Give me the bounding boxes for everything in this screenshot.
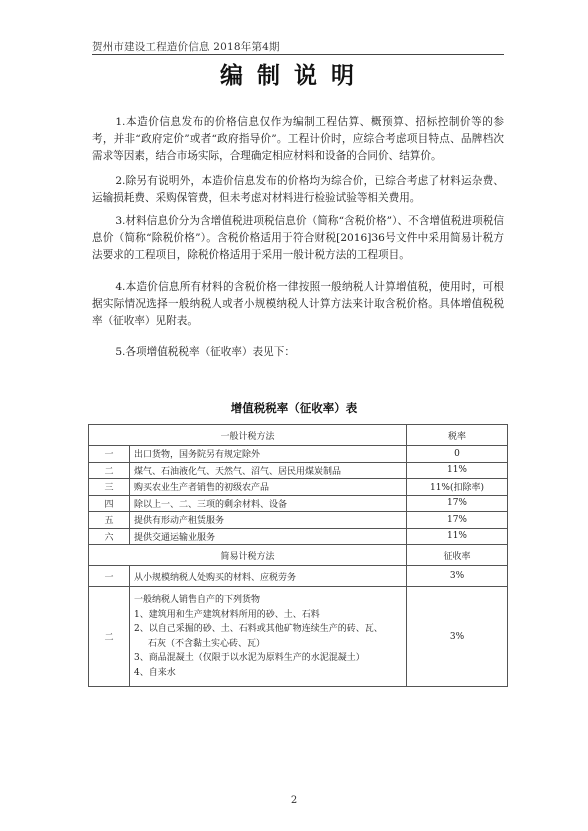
row-description: 除以上一、二、三项的剩余材料、设备 [130, 495, 407, 512]
row-description: 提供有形动产租赁服务 [130, 512, 407, 529]
row-rate: 11% [407, 528, 508, 545]
paragraph-2: 2.除另有说明外，本造价信息发布的价格均为综合价，已综合考虑了材料运杂费、运输损耗费、采购保管费，但未考虑对材料进行检验试验等相关费用。 [92, 175, 504, 204]
description-line: 4、自来水 [134, 667, 176, 678]
description-line: 石灰（不含黏土实心砖、瓦） [148, 638, 266, 649]
row-number: 二 [89, 462, 130, 479]
general-method-header: 一般计税方法 [89, 425, 407, 446]
table-title: 增值税税率（征收率）表 [230, 401, 358, 415]
row-description: 提供交通运输业服务 [130, 528, 407, 545]
simple-header-row [89, 545, 508, 566]
row-rate: 11%(扣除率) [407, 479, 508, 496]
description-line: 3、商品混凝土（仅限于以水泥为原料生产的水泥混凝土） [134, 653, 365, 663]
table-row [89, 566, 508, 587]
table-header-row [89, 425, 508, 446]
table-row [89, 512, 508, 529]
row-description [130, 587, 407, 687]
row-number: 五 [89, 512, 130, 529]
rate-header: 税率 [407, 425, 508, 446]
row-number: 一 [89, 566, 130, 587]
paragraph-4: 4.本造价信息所有材料的含税价格一律按照一般纳税人计算增值税，使用时，可根据实际情况选择一般纳税人或者小规模纳税人计算方法来计取含税价格。具体增值税税率（征收率）见附表。 [92, 281, 504, 327]
row-description: 出口货物，国务院另有规定除外 [130, 446, 407, 463]
levy-rate-header: 征收率 [407, 545, 508, 566]
row-rate: 17% [407, 512, 508, 529]
page-number: 2 [290, 795, 298, 806]
row-number: 三 [89, 479, 130, 496]
simple-method-header: 简易计税方法 [89, 545, 407, 566]
description-line: 1、建筑用和生产建筑材料所用的砂、土、石料 [134, 609, 320, 620]
page-header: 贺州市建设工程造价信息 2018年第4期 [92, 41, 280, 53]
row-description: 购买农业生产者销售的初级农产品 [130, 479, 407, 496]
paragraph-3: 3.材料信息价分为含增值税进项税信息价（简称“含税价格”）、不含增值税进项税信息价（简称“除税价格”）。含税价格适用于符合财税[2016]36号文件中采用简易计税方法要求的工程项目，除税价格适用于采用一般计税方法的工程项目。 [92, 215, 504, 261]
page-title: 编制说明 [220, 63, 368, 89]
row-rate: 11% [407, 462, 508, 479]
row-number: 二 [89, 587, 130, 687]
table-row [89, 446, 508, 463]
description-line: 2、以自己采掘的砂、土、石料或其他矿物连续生产的砖、瓦、 [134, 624, 383, 634]
row-description: 煤气、石油液化气、天然气、沼气、居民用煤炭制品 [130, 462, 407, 479]
table-row [89, 528, 508, 545]
table-row [89, 462, 508, 479]
table-row [89, 587, 508, 687]
row-number: 一 [89, 446, 130, 463]
header-rule [92, 54, 504, 55]
row-number: 六 [89, 528, 130, 545]
row-rate: 0 [407, 446, 508, 463]
description-line: 一般纳税人销售自产的下列货物 [134, 595, 261, 605]
row-rate: 3% [407, 566, 508, 587]
vat-rate-table [88, 424, 508, 687]
row-description: 从小规模纳税人处购买的材料、应税劳务 [130, 566, 407, 587]
table-row [89, 479, 508, 496]
row-rate: 17% [407, 495, 508, 512]
row-number: 四 [89, 495, 130, 512]
table-row [89, 495, 508, 512]
paragraph-5: 5.各项增值税税率（征收率）表见下： [115, 346, 295, 358]
row-rate: 3% [407, 587, 508, 687]
paragraph-1: 1.本造价信息发布的价格信息仅作为编制工程估算、概预算、招标控制价等的参考，并非“政府定价”或者“政府指导价”。工程计价时，应综合考虑项目特点、品牌档次需求等因素，结合市场实际，合理确定相应材料和设备的合同价、结算价。 [92, 116, 504, 162]
